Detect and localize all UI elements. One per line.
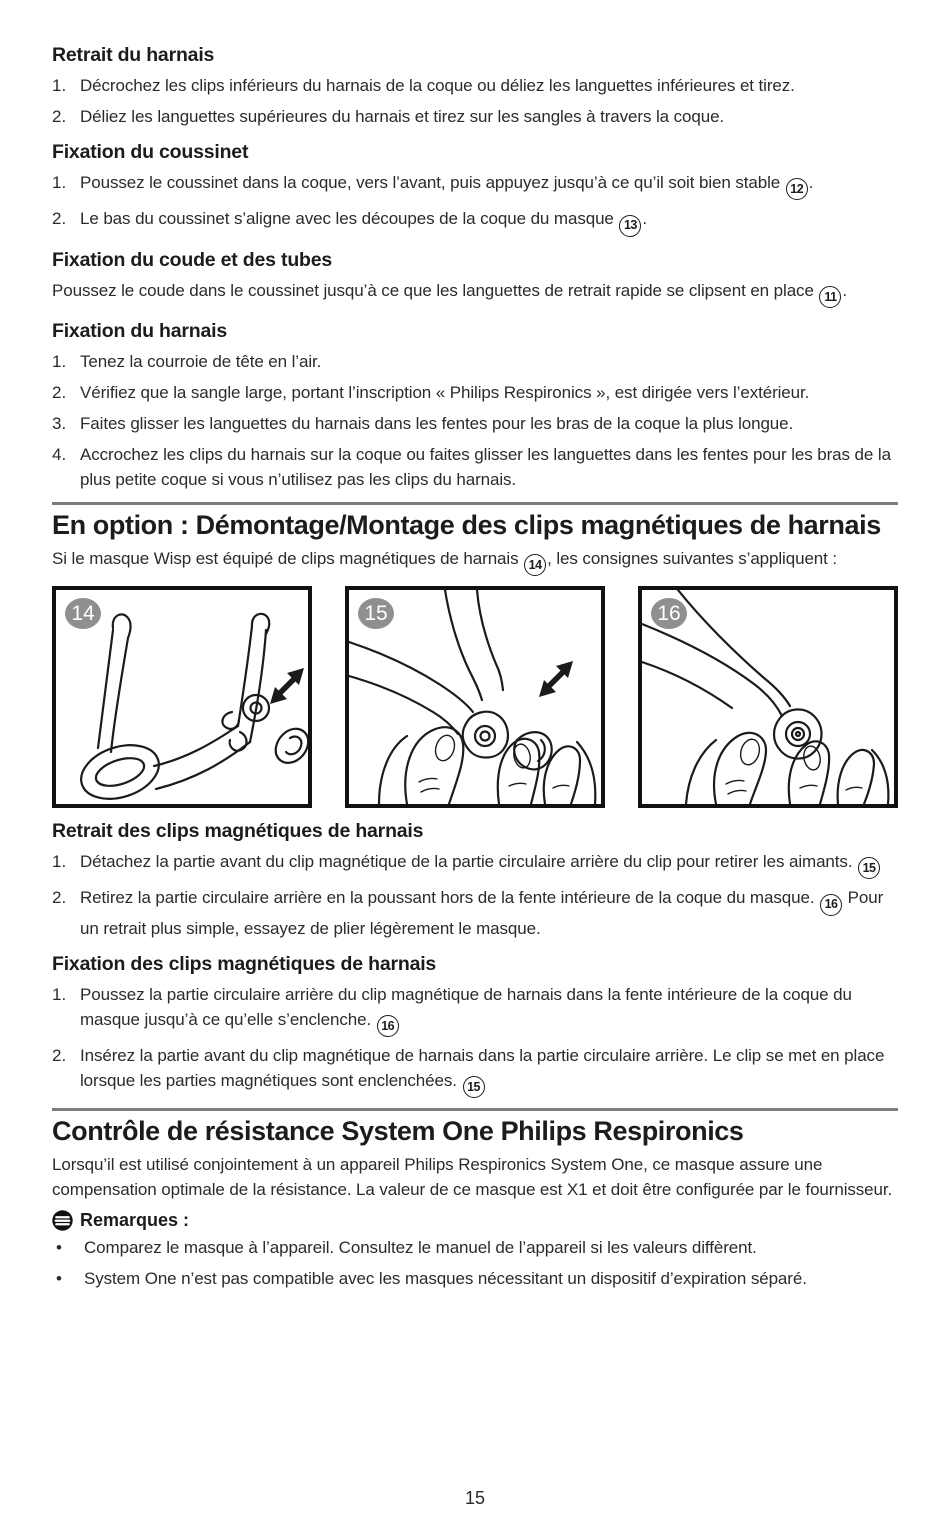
list-item	[52, 1235, 898, 1260]
callout-number-13: 13	[619, 215, 641, 237]
section-title-fixation-clips: Fixation des clips magnétiques de harnais	[52, 952, 437, 975]
item-number: 1.	[52, 852, 67, 871]
item-text-segment: Retirez la partie circulaire arrière en la poussant hors de la fente intérieure de la coque du masque.	[80, 888, 820, 908]
item-text	[80, 849, 898, 879]
item-text: Faites glisser les languettes du harnais dans les fentes pour les bras de la coque la plus longue.	[80, 413, 794, 433]
list-item	[52, 104, 898, 129]
list-item	[52, 349, 898, 374]
item-number: 2.	[52, 888, 67, 908]
item-text: System One n’est pas compatible avec les masques nécessitant un dispositif d’expiration séparé.	[84, 1269, 807, 1288]
item-text-segment: .	[642, 209, 648, 229]
item-number: 4.	[52, 444, 67, 464]
figure-badge: 16	[651, 598, 687, 629]
figure-badge: 14	[65, 598, 101, 629]
section-title-retrait-harnais: Retrait du harnais	[52, 44, 215, 66]
en-option-paragraph	[52, 546, 898, 576]
notes-list	[52, 1235, 898, 1291]
item-text: Tenez la courroie de tête en l’air.	[80, 351, 322, 371]
paragraph-segment: , les consignes suivantes s’appliquent :	[547, 548, 838, 568]
fixation-clips-list	[52, 982, 898, 1099]
section-title-controle-resistance: Contrôle de résistance System One Philips Respironics	[52, 1116, 744, 1146]
item-text	[80, 170, 898, 200]
item-number: 1.	[52, 173, 67, 192]
list-item	[52, 1266, 898, 1291]
item-number: 2.	[52, 382, 67, 402]
item-text: Déliez les languettes supérieures du harnais et tirez sur les sangles à travers la coque.	[80, 107, 725, 126]
item-number: 1.	[52, 984, 67, 1004]
bullet-marker: •	[56, 1269, 62, 1288]
item-text-segment: Pour un retrait plus simple, essayez de plier légèrement le masque.	[80, 888, 884, 938]
section-title-fixation-harnais: Fixation du harnais	[52, 319, 227, 342]
callout-number-14: 14	[524, 554, 546, 576]
page-number: 15	[464, 1488, 486, 1508]
retrait-harnais-list	[52, 73, 898, 129]
section-title-retrait-clips: Retrait des clips magnétiques de harnais	[52, 820, 424, 842]
item-text: Comparez le masque à l’appareil. Consultez le manuel de l’appareil si les valeurs diffèrent.	[84, 1238, 757, 1257]
item-text-segment: Insérez la partie avant du clip magnétique de harnais dans la partie circulaire arrière. Le clip se met en place lorsque les parties magnétiques sont enclenchées.	[80, 1045, 885, 1090]
item-text-segment: Le bas du coussinet s’aligne avec les découpes de la coque du masque	[80, 209, 619, 229]
list-item	[52, 442, 898, 492]
list-item	[52, 206, 898, 236]
item-number: 2.	[52, 1045, 67, 1065]
item-text-segment: Poussez le coussinet dans la coque, vers l’avant, puis appuyez jusqu’à ce qu’il soit bien stable	[80, 173, 785, 192]
item-text	[80, 206, 898, 236]
controle-resistance-paragraph: Lorsqu’il est utilisé conjointement à un appareil Philips Respironics System One, ce masque assure une compensation optimale de la résistance. La valeur de ce masque est X1 et doit être configurée par le fournisseur.	[52, 1155, 893, 1199]
callout-number-16: 16	[820, 894, 842, 916]
paragraph-segment: .	[842, 280, 848, 300]
list-item	[52, 849, 898, 879]
figure-14-harness-frame	[52, 586, 312, 808]
paragraph-segment: Poussez le coude dans le coussinet jusqu’à ce que les languettes de retrait rapide se clipsent en place	[52, 280, 819, 300]
retrait-clips-list	[52, 849, 898, 941]
callout-number-16: 16	[377, 1015, 399, 1037]
figure-badge: 15	[358, 598, 394, 629]
notes-label: Remarques :	[80, 1210, 190, 1230]
item-number: 1.	[52, 76, 67, 95]
item-number: 3.	[52, 413, 67, 433]
item-text	[80, 885, 898, 940]
item-text-segment: .	[808, 173, 814, 192]
fixation-coussinet-list	[52, 170, 898, 237]
callout-number-15: 15	[463, 1076, 485, 1098]
callout-number-15: 15	[858, 857, 880, 879]
section-title-fixation-coussinet: Fixation du coussinet	[52, 141, 249, 163]
section-title-en-option: En option : Démontage/Montage des clips magnétiques de harnais	[52, 509, 881, 540]
section-title-fixation-coude: Fixation du coude et des tubes	[52, 248, 333, 271]
item-text	[80, 982, 898, 1037]
fixation-harnais-list	[52, 349, 898, 492]
figure-15-clip-removal	[345, 586, 605, 808]
callout-number-12: 12	[786, 178, 808, 200]
item-text-segment: Poussez la partie circulaire arrière du clip magnétique de harnais dans la fente intérieure de la coque du masque jusqu’à ce qu’elle s’enclenche.	[80, 984, 852, 1029]
item-text: Accrochez les clips du harnais sur la coque ou faites glisser les languettes dans les fentes pour les bras de la plus petite coque si vous n’utilisez pas les clips du harnais.	[80, 444, 891, 489]
bullet-marker: •	[56, 1238, 62, 1257]
paragraph-segment: Si le masque Wisp est équipé de clips magnétiques de harnais	[52, 548, 524, 568]
notes-icon	[52, 1210, 73, 1231]
list-item	[52, 1043, 898, 1098]
notes-header	[52, 1210, 898, 1231]
item-text: Vérifiez que la sangle large, portant l’inscription « Philips Respironics », est dirigée vers l’extérieur.	[80, 382, 810, 402]
fixation-coude-paragraph	[52, 278, 898, 308]
item-number: 2.	[52, 209, 67, 229]
item-number: 1.	[52, 351, 67, 371]
figure-16-clip-insertion	[638, 586, 898, 808]
section-divider	[52, 502, 898, 505]
item-text: Décrochez les clips inférieurs du harnais de la coque ou déliez les languettes inférieures et tirez.	[80, 76, 795, 95]
section-divider	[52, 1108, 898, 1111]
figure-row	[52, 586, 898, 808]
list-item	[52, 170, 898, 200]
item-number: 2.	[52, 107, 67, 126]
list-item	[52, 411, 898, 436]
list-item	[52, 982, 898, 1037]
list-item	[52, 73, 898, 98]
item-text-segment: Détachez la partie avant du clip magnétique de la partie circulaire arrière du clip pour retirer les aimants.	[80, 852, 858, 871]
callout-number-11: 11	[819, 286, 841, 308]
list-item	[52, 380, 898, 405]
item-text	[80, 1043, 898, 1098]
list-item	[52, 885, 898, 940]
